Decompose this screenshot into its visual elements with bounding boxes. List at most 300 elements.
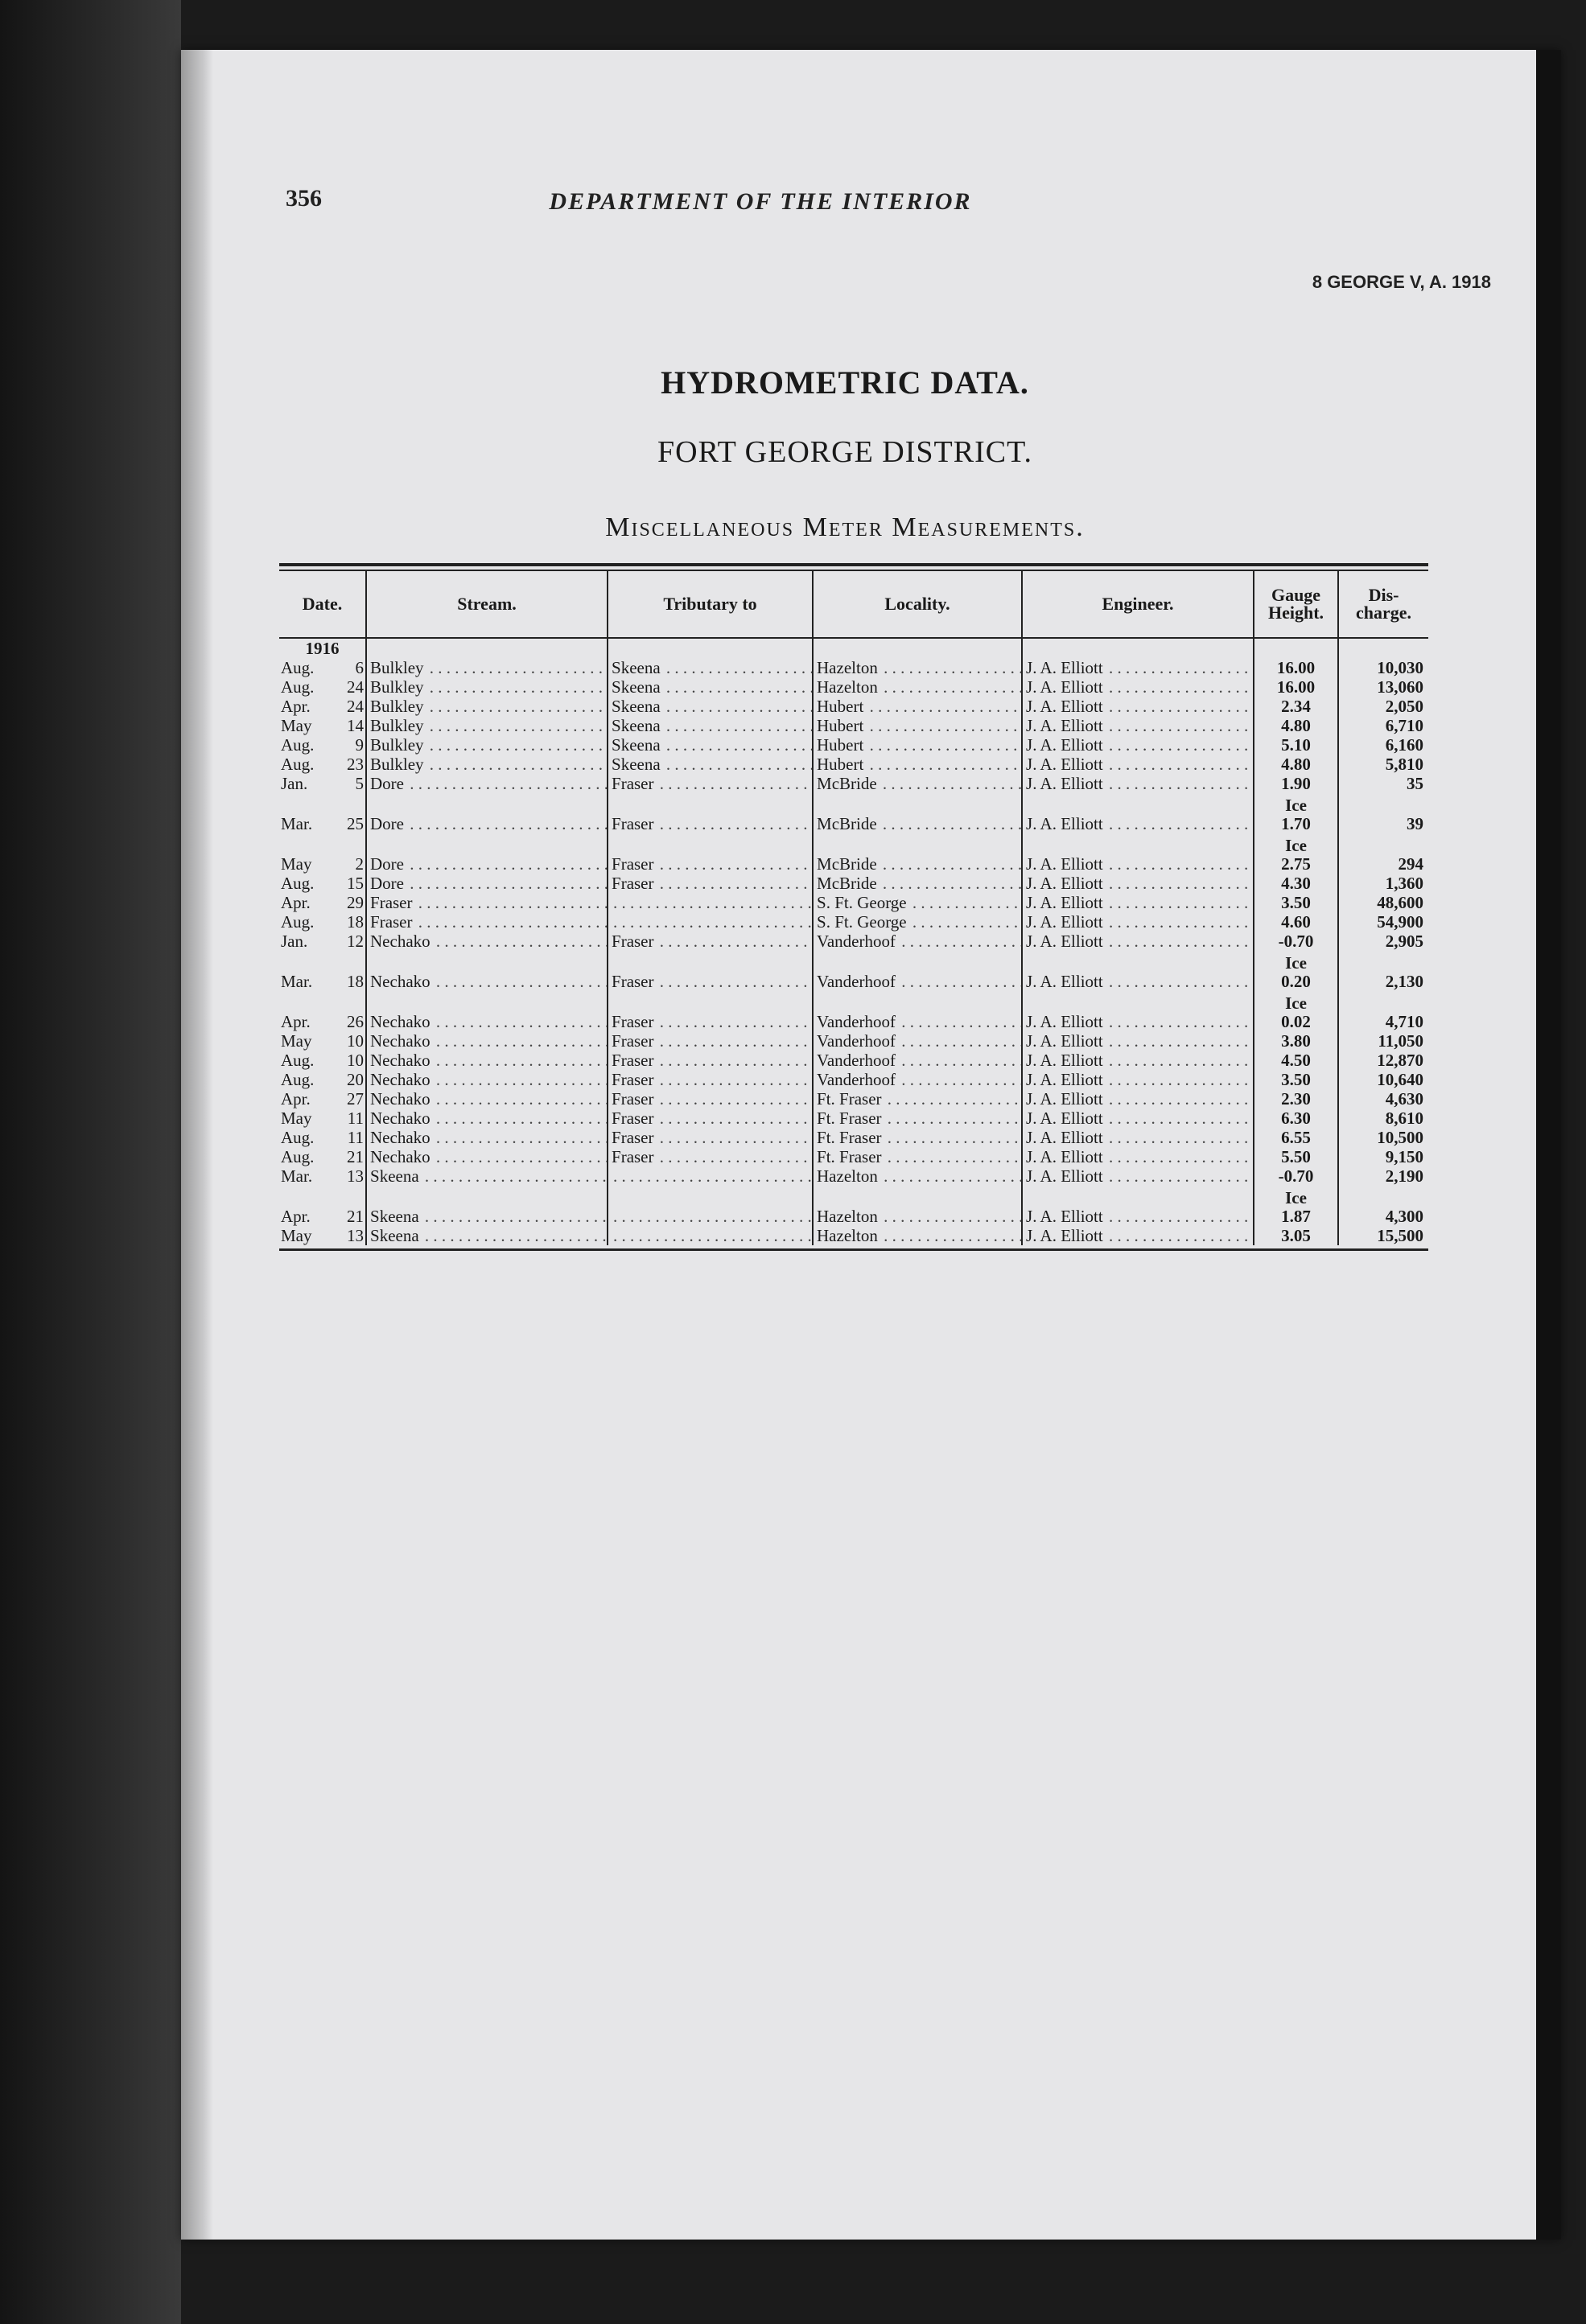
- row-discharge: [1338, 735, 1428, 755]
- row-month: [279, 1089, 329, 1109]
- session-note: 8 GEORGE V, A. 1918: [1312, 272, 1491, 292]
- row-discharge: [1338, 755, 1428, 774]
- row-stream-text: Skeena: [370, 1207, 419, 1226]
- row-engineer: [1022, 991, 1254, 1031]
- table-header-row: [279, 571, 1428, 638]
- row-locality-text: S. Ft. George: [817, 912, 907, 932]
- table-row: [279, 697, 1428, 716]
- row-locality: [813, 1109, 1022, 1128]
- row-month: [279, 951, 329, 991]
- row-locality-text: McBride: [817, 774, 877, 793]
- row-tributary-text: Fraser: [612, 1031, 654, 1051]
- row-day: [329, 1109, 366, 1128]
- row-gauge-height: [1254, 716, 1338, 735]
- row-month: [279, 1070, 329, 1089]
- row-discharge: [1338, 1186, 1428, 1226]
- row-stream-text: Fraser: [370, 893, 413, 912]
- row-discharge: [1338, 1109, 1428, 1128]
- row-discharge: [1338, 697, 1428, 716]
- row-stream-text: Nechako: [370, 1031, 430, 1051]
- row-discharge: [1338, 1070, 1428, 1089]
- row-tributary-text: Fraser: [612, 1089, 654, 1109]
- row-month-text: Aug.: [281, 755, 315, 774]
- row-engineer: [1022, 677, 1254, 697]
- row-month-text: Apr.: [281, 1207, 311, 1226]
- row-day: [329, 1031, 366, 1051]
- row-gauge-height-text: 2.30: [1281, 1089, 1311, 1109]
- row-tributary: [608, 951, 813, 991]
- row-day-text: 5: [355, 774, 365, 793]
- row-locality: [813, 1031, 1022, 1051]
- row-gauge-height-text: 2.75: [1281, 854, 1311, 874]
- row-stream: [366, 1186, 608, 1226]
- row-locality: [813, 677, 1022, 697]
- row-tributary: [608, 932, 813, 951]
- row-tributary: [608, 677, 813, 697]
- row-discharge-text: 4,710: [1385, 1012, 1424, 1031]
- row-engineer: [1022, 1051, 1254, 1070]
- row-discharge: [1338, 793, 1428, 833]
- row-tributary: [608, 716, 813, 735]
- row-stream: [366, 1109, 608, 1128]
- row-locality-text: Vanderhoof: [817, 932, 896, 951]
- row-stream: [366, 991, 608, 1031]
- row-month-text: Apr.: [281, 893, 311, 912]
- row-stream: [366, 893, 608, 912]
- row-gauge-height: [1254, 951, 1338, 991]
- row-engineer-text: J. A. Elliott: [1026, 814, 1103, 833]
- row-engineer-text: J. A. Elliott: [1026, 1012, 1103, 1031]
- row-engineer: [1022, 1031, 1254, 1051]
- header-tributary: Tributary to: [608, 571, 813, 638]
- row-month: [279, 716, 329, 735]
- row-engineer-text: J. A. Elliott: [1026, 658, 1103, 677]
- row-discharge-text: 2,905: [1385, 932, 1424, 951]
- table-top-rule: [279, 563, 1428, 566]
- row-gauge-height: [1254, 677, 1338, 697]
- row-stream-text: Nechako: [370, 1147, 430, 1166]
- row-stream-text: Nechako: [370, 932, 430, 951]
- row-day: [329, 951, 366, 991]
- row-locality-text: McBride: [817, 814, 877, 833]
- row-engineer: [1022, 932, 1254, 951]
- header-stream: Stream.: [366, 571, 608, 638]
- row-engineer: [1022, 1109, 1254, 1128]
- row-day: [329, 1070, 366, 1089]
- row-locality: [813, 1166, 1022, 1186]
- row-locality-text: Hazelton: [817, 1226, 878, 1245]
- row-month: [279, 1109, 329, 1128]
- row-gauge-height-text: 4.50: [1281, 1051, 1311, 1070]
- row-engineer: [1022, 755, 1254, 774]
- row-stream-text: Bulkley: [370, 735, 424, 755]
- row-gauge-height: [1254, 697, 1338, 716]
- row-tributary-text: Skeena: [612, 677, 661, 697]
- table-row: [279, 658, 1428, 677]
- row-engineer-text: J. A. Elliott: [1026, 1226, 1103, 1245]
- row-month-text: Aug.: [281, 912, 315, 932]
- row-gauge-height: [1254, 1226, 1338, 1245]
- row-day: [329, 932, 366, 951]
- row-day: [329, 697, 366, 716]
- row-gauge-height-text: -0.70: [1278, 1166, 1314, 1186]
- row-tributary: [608, 1089, 813, 1109]
- row-locality-text: Hazelton: [817, 1207, 878, 1226]
- row-discharge: [1338, 774, 1428, 793]
- row-engineer: [1022, 1186, 1254, 1226]
- table-row: [279, 1166, 1428, 1186]
- row-tributary: [608, 1166, 813, 1186]
- row-engineer-text: J. A. Elliott: [1026, 1207, 1103, 1226]
- row-locality: [813, 874, 1022, 893]
- row-day-text: 15: [347, 874, 365, 893]
- year-row: [279, 638, 1428, 658]
- row-day-text: 18: [347, 912, 365, 932]
- row-gauge-height: [1254, 1186, 1338, 1226]
- row-month-text: Apr.: [281, 1089, 311, 1109]
- row-day: [329, 1166, 366, 1186]
- row-engineer: [1022, 697, 1254, 716]
- row-gauge-height: [1254, 1031, 1338, 1051]
- scan-right-edge: [1536, 50, 1561, 2240]
- row-day-text: 21: [347, 1147, 365, 1166]
- row-day-text: 26: [347, 1012, 365, 1031]
- row-stream-text: Nechako: [370, 1070, 430, 1089]
- row-day: [329, 658, 366, 677]
- row-tributary-text: Skeena: [612, 697, 661, 716]
- row-gauge-height-text: 16.00: [1276, 658, 1316, 677]
- row-day: [329, 833, 366, 874]
- row-stream: [366, 932, 608, 951]
- row-month-text: Aug.: [281, 1051, 315, 1070]
- row-tributary: [608, 893, 813, 912]
- gauge-note: Ice: [1285, 836, 1307, 855]
- row-gauge-height: [1254, 755, 1338, 774]
- row-locality: [813, 912, 1022, 932]
- row-stream-text: Bulkley: [370, 658, 424, 677]
- row-day: [329, 1051, 366, 1070]
- row-month-text: Apr.: [281, 1012, 311, 1031]
- row-engineer-text: J. A. Elliott: [1026, 677, 1103, 697]
- row-stream: [366, 697, 608, 716]
- row-locality: [813, 991, 1022, 1031]
- row-stream: [366, 1128, 608, 1147]
- row-locality-text: Hubert: [817, 735, 864, 755]
- row-tributary-text: Fraser: [612, 1147, 654, 1166]
- row-tributary: [608, 1051, 813, 1070]
- row-month: [279, 932, 329, 951]
- row-discharge-text: 39: [1407, 814, 1424, 833]
- header-gauge-height: Gauge Height.: [1254, 571, 1338, 638]
- row-locality: [813, 1070, 1022, 1089]
- row-month-text: Aug.: [281, 1070, 315, 1089]
- row-locality-text: Vanderhoof: [817, 1012, 896, 1031]
- gauge-note: Ice: [1285, 953, 1307, 973]
- table-row: [279, 735, 1428, 755]
- row-discharge-text: 2,130: [1385, 972, 1424, 991]
- row-gauge-height-text: 4.80: [1281, 755, 1311, 774]
- row-day-text: 24: [347, 677, 365, 697]
- row-gauge-height: [1254, 833, 1338, 874]
- row-month: [279, 1031, 329, 1051]
- row-stream: [366, 833, 608, 874]
- row-day-text: 21: [347, 1207, 365, 1226]
- row-day: [329, 1089, 366, 1109]
- row-discharge: [1338, 1166, 1428, 1186]
- row-discharge: [1338, 1226, 1428, 1245]
- row-discharge-text: 11,050: [1378, 1031, 1424, 1051]
- row-tributary: [608, 1031, 813, 1051]
- row-gauge-height: [1254, 774, 1338, 793]
- row-discharge-text: 294: [1398, 854, 1424, 874]
- year-label: 1916: [279, 638, 366, 658]
- row-day-text: 11: [347, 1109, 365, 1128]
- row-tributary-text: [612, 912, 613, 932]
- row-engineer: [1022, 735, 1254, 755]
- row-locality: [813, 833, 1022, 874]
- row-tributary: [608, 1128, 813, 1147]
- table-row: [279, 1031, 1428, 1051]
- row-month-text: Mar.: [281, 972, 313, 991]
- row-discharge: [1338, 1089, 1428, 1109]
- row-month: [279, 1051, 329, 1070]
- row-discharge: [1338, 1051, 1428, 1070]
- row-month: [279, 1147, 329, 1166]
- row-discharge: [1338, 716, 1428, 735]
- row-month-text: Aug.: [281, 735, 315, 755]
- row-stream-text: Bulkley: [370, 716, 424, 735]
- row-day: [329, 755, 366, 774]
- row-stream: [366, 912, 608, 932]
- row-day: [329, 991, 366, 1031]
- row-discharge-text: 10,640: [1377, 1070, 1424, 1089]
- row-month: [279, 833, 329, 874]
- row-discharge: [1338, 677, 1428, 697]
- row-month-text: Aug.: [281, 1147, 315, 1166]
- row-locality-text: Hazelton: [817, 677, 878, 697]
- table-row: [279, 991, 1428, 1031]
- row-gauge-height-text: 5.50: [1281, 1147, 1311, 1166]
- row-engineer-text: J. A. Elliott: [1026, 1147, 1103, 1166]
- row-day-text: 13: [347, 1166, 365, 1186]
- table-caption: Miscellaneous Meter Measurements.: [605, 512, 1085, 542]
- row-locality: [813, 1186, 1022, 1226]
- row-discharge-text: 10,500: [1377, 1128, 1424, 1147]
- row-month: [279, 912, 329, 932]
- row-tributary-text: Fraser: [612, 814, 654, 833]
- row-engineer-text: J. A. Elliott: [1026, 1051, 1103, 1070]
- row-tributary: [608, 697, 813, 716]
- table-row: [279, 1089, 1428, 1109]
- row-engineer-text: J. A. Elliott: [1026, 932, 1103, 951]
- row-tributary: [608, 774, 813, 793]
- row-locality: [813, 774, 1022, 793]
- row-tributary: [608, 1226, 813, 1245]
- table-row: [279, 932, 1428, 951]
- row-engineer: [1022, 874, 1254, 893]
- header-locality: Locality.: [813, 571, 1022, 638]
- row-discharge: [1338, 874, 1428, 893]
- row-gauge-height-text: 16.00: [1276, 677, 1316, 697]
- row-tributary: [608, 735, 813, 755]
- row-gauge-height: [1254, 893, 1338, 912]
- row-tributary-text: Fraser: [612, 774, 654, 793]
- row-stream: [366, 793, 608, 833]
- row-day: [329, 1147, 366, 1166]
- row-day: [329, 893, 366, 912]
- row-stream: [366, 1070, 608, 1089]
- row-month: [279, 991, 329, 1031]
- row-day-text: 20: [347, 1070, 365, 1089]
- row-locality-text: S. Ft. George: [817, 893, 907, 912]
- row-engineer: [1022, 912, 1254, 932]
- row-stream-text: Bulkley: [370, 755, 424, 774]
- row-day-text: 13: [347, 1226, 365, 1245]
- row-engineer-text: J. A. Elliott: [1026, 1089, 1103, 1109]
- row-gauge-height: [1254, 1109, 1338, 1128]
- row-month: [279, 677, 329, 697]
- row-discharge: [1338, 1128, 1428, 1147]
- row-engineer: [1022, 833, 1254, 874]
- row-month-text: May: [281, 1226, 312, 1245]
- row-discharge-text: 6,710: [1385, 716, 1424, 735]
- row-gauge-height: [1254, 1051, 1338, 1070]
- header-date: Date.: [279, 571, 366, 638]
- table-row: [279, 716, 1428, 735]
- row-engineer-text: J. A. Elliott: [1026, 774, 1103, 793]
- row-tributary: [608, 1186, 813, 1226]
- row-month-text: Mar.: [281, 814, 313, 833]
- row-gauge-height-text: 6.55: [1281, 1128, 1311, 1147]
- row-stream: [366, 1147, 608, 1166]
- row-gauge-height: [1254, 912, 1338, 932]
- row-locality-text: Ft. Fraser: [817, 1109, 882, 1128]
- table-row: [279, 833, 1428, 874]
- row-stream: [366, 1031, 608, 1051]
- row-stream-text: Dore: [370, 814, 404, 833]
- row-discharge-text: 15,500: [1377, 1226, 1424, 1245]
- row-tributary-text: Fraser: [612, 1109, 654, 1128]
- row-tributary: [608, 912, 813, 932]
- row-discharge: [1338, 833, 1428, 874]
- row-month-text: May: [281, 1031, 312, 1051]
- row-stream: [366, 874, 608, 893]
- row-day-text: 6: [355, 658, 365, 677]
- table-row: [279, 793, 1428, 833]
- running-head: DEPARTMENT OF THE INTERIOR: [549, 188, 972, 215]
- row-month-text: Apr.: [281, 697, 311, 716]
- row-gauge-height: [1254, 1166, 1338, 1186]
- row-tributary-text: Fraser: [612, 1128, 654, 1147]
- row-gauge-height-text: 0.20: [1281, 972, 1311, 991]
- row-engineer-text: J. A. Elliott: [1026, 854, 1103, 874]
- row-engineer: [1022, 1089, 1254, 1109]
- row-day-text: 27: [347, 1089, 365, 1109]
- row-stream: [366, 1051, 608, 1070]
- row-day-text: 2: [355, 854, 365, 874]
- row-gauge-height-text: 1.87: [1281, 1207, 1311, 1226]
- row-tributary-text: [612, 1207, 613, 1226]
- page-title: HYDROMETRIC DATA.: [661, 364, 1029, 401]
- row-month: [279, 774, 329, 793]
- row-locality-text: Hubert: [817, 755, 864, 774]
- row-day-text: 10: [347, 1031, 365, 1051]
- row-month-text: Mar.: [281, 1166, 313, 1186]
- row-day: [329, 774, 366, 793]
- row-month-text: Jan.: [281, 932, 308, 951]
- row-locality-text: Ft. Fraser: [817, 1147, 882, 1166]
- row-engineer-text: J. A. Elliott: [1026, 972, 1103, 991]
- header-engineer: Engineer.: [1022, 571, 1254, 638]
- row-discharge-text: 9,150: [1385, 1147, 1424, 1166]
- page-spine-shadow: [181, 50, 213, 2240]
- row-discharge: [1338, 893, 1428, 912]
- row-tributary-text: Skeena: [612, 735, 661, 755]
- row-tributary-text: Fraser: [612, 932, 654, 951]
- row-tributary: [608, 874, 813, 893]
- row-locality: [813, 1147, 1022, 1166]
- row-stream-text: Bulkley: [370, 677, 424, 697]
- row-tributary: [608, 793, 813, 833]
- row-tributary-text: Fraser: [612, 1012, 654, 1031]
- row-tributary-text: [612, 1166, 613, 1186]
- row-day-text: 29: [347, 893, 365, 912]
- row-engineer: [1022, 1166, 1254, 1186]
- row-engineer: [1022, 793, 1254, 833]
- row-locality: [813, 755, 1022, 774]
- table-row: [279, 1109, 1428, 1128]
- row-locality: [813, 716, 1022, 735]
- row-locality: [813, 932, 1022, 951]
- row-month: [279, 735, 329, 755]
- row-gauge-height-text: 4.30: [1281, 874, 1311, 893]
- row-stream: [366, 716, 608, 735]
- row-day-text: 10: [347, 1051, 365, 1070]
- scan-left-edge: [0, 0, 181, 2324]
- row-tributary: [608, 1070, 813, 1089]
- row-stream-text: Bulkley: [370, 697, 424, 716]
- row-tributary: [608, 658, 813, 677]
- row-month-text: Aug.: [281, 874, 315, 893]
- row-discharge-text: 4,300: [1385, 1207, 1424, 1226]
- row-locality-text: Ft. Fraser: [817, 1128, 882, 1147]
- row-discharge-text: 2,190: [1385, 1166, 1424, 1186]
- row-discharge: [1338, 912, 1428, 932]
- page-subtitle: FORT GEORGE DISTRICT.: [657, 435, 1032, 469]
- row-locality-text: Vanderhoof: [817, 972, 896, 991]
- row-gauge-height-text: 2.34: [1281, 697, 1311, 716]
- row-stream: [366, 658, 608, 677]
- row-gauge-height: [1254, 735, 1338, 755]
- row-discharge-text: 13,060: [1377, 677, 1424, 697]
- row-tributary-text: Fraser: [612, 854, 654, 874]
- row-stream: [366, 774, 608, 793]
- row-gauge-height-text: 4.80: [1281, 716, 1311, 735]
- table-body: [279, 638, 1428, 1245]
- row-gauge-height: [1254, 1147, 1338, 1166]
- row-stream: [366, 1166, 608, 1186]
- row-discharge: [1338, 951, 1428, 991]
- row-engineer: [1022, 716, 1254, 735]
- row-engineer-text: J. A. Elliott: [1026, 1031, 1103, 1051]
- row-engineer-text: J. A. Elliott: [1026, 912, 1103, 932]
- row-locality-text: McBride: [817, 854, 877, 874]
- row-day-text: 9: [355, 735, 365, 755]
- row-locality-text: Vanderhoof: [817, 1031, 896, 1051]
- row-tributary-text: Fraser: [612, 874, 654, 893]
- row-discharge-text: 35: [1407, 774, 1424, 793]
- row-discharge-text: 6,160: [1385, 735, 1424, 755]
